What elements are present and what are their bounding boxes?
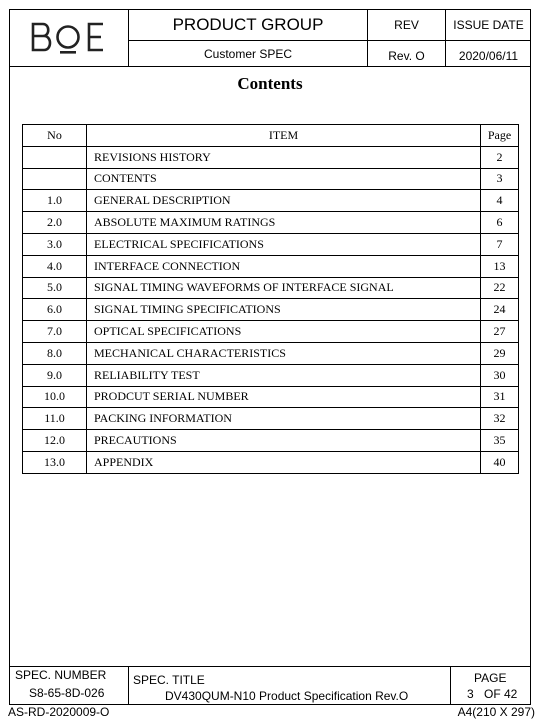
row-item: ABSOLUTE MAXIMUM RATINGS [87,212,481,234]
spec-number-value: S8-65-8D-026 [29,686,105,700]
row-item: SIGNAL TIMING SPECIFICATIONS [87,299,481,321]
rev-value: Rev. O [388,48,425,63]
contents-title: Contents [237,74,303,93]
row-number: 12.0 [23,430,87,452]
row-number: 13.0 [23,451,87,473]
row-page: 30 [481,364,519,386]
row-page: 4 [481,190,519,212]
row-number [23,146,87,168]
row-item: REVISIONS HISTORY [87,146,481,168]
contents-table [22,124,519,474]
row-page: 40 [481,451,519,473]
row-item: RELIABILITY TEST [87,364,481,386]
row-number: 5.0 [23,277,87,299]
row-item: APPENDIX [87,451,481,473]
column-header-item: ITEM [87,125,481,147]
row-page: 31 [481,386,519,408]
row-number: 9.0 [23,364,87,386]
row-page: 29 [481,342,519,364]
row-number: 4.0 [23,255,87,277]
table-row [23,386,519,408]
table-header-row [23,125,519,147]
document-code: AS-RD-2020009-O [8,705,110,719]
row-number: 11.0 [23,408,87,430]
paper-size: A4(210 X 297) [457,705,535,719]
row-item: CONTENTS [87,168,481,190]
row-number [23,168,87,190]
row-item: ELECTRICAL SPECIFICATIONS [87,233,481,255]
row-number: 6.0 [23,299,87,321]
table-row [23,342,519,364]
spec-number-label: SPEC. NUMBER [15,668,107,682]
table-row [23,451,519,473]
row-page: 7 [481,233,519,255]
column-header-no: No [23,125,87,147]
boe-logo [9,9,128,66]
row-page: 32 [481,408,519,430]
table-row [23,168,519,190]
row-page: 13 [481,255,519,277]
boe-logo-icon [29,21,109,55]
table-row [23,430,519,452]
row-item: PACKING INFORMATION [87,408,481,430]
row-number: 7.0 [23,321,87,343]
row-item: MECHANICAL CHARACTERISTICS [87,342,481,364]
table-row [23,364,519,386]
table-row [23,146,519,168]
table-row [23,277,519,299]
row-number: 1.0 [23,190,87,212]
issue-date-label: ISSUE DATE [453,17,524,32]
spec-title-label: SPEC. TITLE [133,673,205,687]
table-row [23,255,519,277]
row-item: INTERFACE CONNECTION [87,255,481,277]
row-page: 35 [481,430,519,452]
row-item: PRODCUT SERIAL NUMBER [87,386,481,408]
table-row [23,299,519,321]
table-row [23,190,519,212]
rev-label: REV [394,17,419,32]
row-number: 8.0 [23,342,87,364]
table-row [23,212,519,234]
customer-spec-label: Customer SPEC [203,46,293,61]
row-page: 2 [481,146,519,168]
table-row [23,321,519,343]
issue-date-value: 2020/06/11 [458,48,519,63]
row-item: OPTICAL SPECIFICATIONS [87,321,481,343]
row-page: 22 [481,277,519,299]
row-page: 27 [481,321,519,343]
table-row [23,233,519,255]
row-page: 24 [481,299,519,321]
page-current: 3 [467,687,474,701]
row-item: GENERAL DESCRIPTION [87,190,481,212]
row-number: 3.0 [23,233,87,255]
product-group-label: PRODUCT GROUP [172,14,324,34]
page-total: OF 42 [484,687,518,701]
row-item: SIGNAL TIMING WAVEFORMS OF INTERFACE SIGNAL [87,277,481,299]
document-footer [9,666,531,705]
spec-title-value: DV430QUM-N10 Product Specification Rev.O [165,689,409,703]
column-header-page: Page [481,125,519,147]
row-number: 2.0 [23,212,87,234]
row-number: 10.0 [23,386,87,408]
page-label: PAGE [474,671,507,685]
row-page: 6 [481,212,519,234]
table-row [23,408,519,430]
row-page: 3 [481,168,519,190]
row-item: PRECAUTIONS [87,430,481,452]
document-header [9,9,531,67]
